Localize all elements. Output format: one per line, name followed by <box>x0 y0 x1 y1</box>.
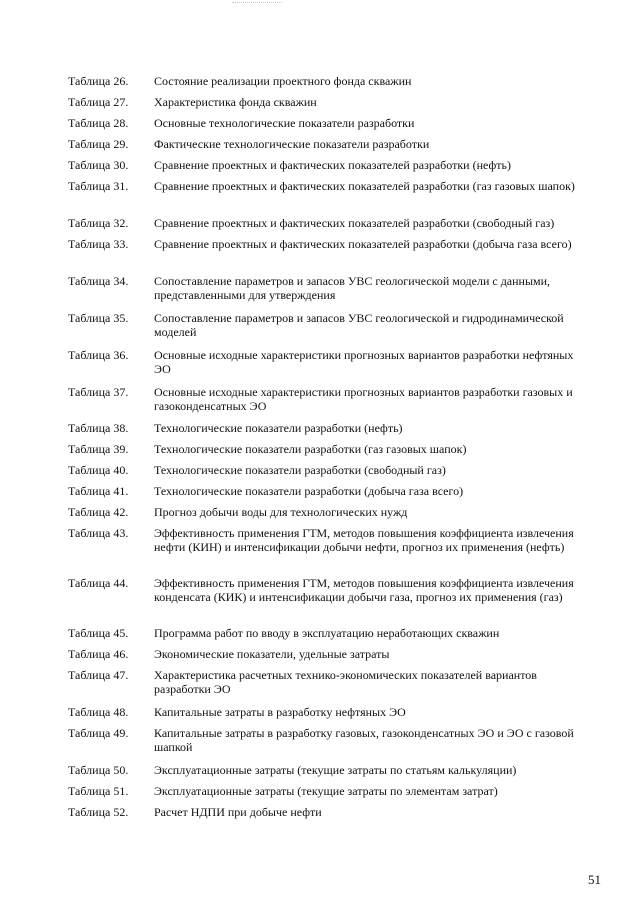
table-title: Эффективность применения ГТМ, методов повышения коэффициента извлечения конденсата (КИК) и интенсификации добычи газа, прогноз их применения (газ) <box>154 576 574 604</box>
table-title: Капитальные затраты в разработку нефтяных ЭО <box>154 705 406 719</box>
table-title: Капитальные затраты в разработку газовых, газоконденсатных ЭО и ЭО с газовой шапкой <box>154 726 574 754</box>
table-number: Таблица 47. <box>68 668 129 682</box>
table-title: Основные технологические показатели разработки <box>154 116 415 130</box>
table-title: Состояние реализации проектного фонда скважин <box>154 74 412 88</box>
table-title: Сравнение проектных и фактических показателей разработки (свободный газ) <box>154 216 555 230</box>
table-number: Таблица 35. <box>68 311 129 325</box>
table-title: Технологические показатели разработки (нефть) <box>154 421 403 435</box>
table-number: Таблица 30. <box>68 158 129 172</box>
table-number: Таблица 26. <box>68 74 129 88</box>
table-number: Таблица 46. <box>68 647 129 661</box>
table-number: Таблица 27. <box>68 95 129 109</box>
table-number: Таблица 43. <box>68 526 129 540</box>
table-title: Эксплуатационные затраты (текущие затраты по элементам затрат) <box>154 784 498 798</box>
table-title: Сопоставление параметров и запасов УВС геологической модели с данными, представленными для утверждения <box>154 274 551 302</box>
table-number: Таблица 32. <box>68 216 129 230</box>
table-number: Таблица 50. <box>68 763 129 777</box>
table-title: Сопоставление параметров и запасов УВС геологической и гидродинамической моделей <box>154 311 564 339</box>
table-title: Основные исходные характеристики прогнозных вариантов разработки газовых и газоконденсатных ЭО <box>154 385 573 413</box>
table-title: Сравнение проектных и фактических показателей разработки (газ газовых шапок) <box>154 179 575 193</box>
table-number: Таблица 34. <box>68 274 129 288</box>
table-title: Программа работ по вводу в эксплуатацию неработающих скважин <box>154 626 500 640</box>
table-title: Экономические показатели, удельные затраты <box>154 647 390 661</box>
table-title: Характеристика расчетных технико-экономических показателей вариантов разработки ЭО <box>154 668 537 696</box>
page-number: 51 <box>588 872 601 887</box>
table-title: Технологические показатели разработки (добыча газа всего) <box>154 484 464 498</box>
table-number: Таблица 48. <box>68 705 129 719</box>
table-title: Эксплуатационные затраты (текущие затраты по статьям калькуляции) <box>154 763 517 777</box>
table-title: Основные исходные характеристики прогнозных вариантов разработки нефтяных ЭО <box>154 348 574 376</box>
table-title: Прогноз добычи воды для технологических нужд <box>154 505 408 519</box>
table-title: Характеристика фонда скважин <box>154 95 317 109</box>
table-number: Таблица 42. <box>68 505 129 519</box>
table-number: Таблица 31. <box>68 179 129 193</box>
table-title: Фактические технологические показатели разработки <box>154 137 430 151</box>
table-number: Таблица 40. <box>68 463 129 477</box>
table-title: Сравнение проектных и фактических показателей разработки (нефть) <box>154 158 511 172</box>
table-title: Эффективность применения ГТМ, методов повышения коэффициента извлечения нефти (КИН) и интенсификации добычи нефти, прогноз их применения (нефть) <box>154 526 574 554</box>
table-number: Таблица 28. <box>68 116 129 130</box>
table-number: Таблица 29. <box>68 137 129 151</box>
table-number: Таблица 51. <box>68 784 129 798</box>
table-title: Сравнение проектных и фактических показателей разработки (добыча газа всего) <box>154 237 572 251</box>
table-number: Таблица 33. <box>68 237 129 251</box>
table-number: Таблица 49. <box>68 726 129 740</box>
table-number: Таблица 44. <box>68 576 129 590</box>
table-number: Таблица 41. <box>68 484 129 498</box>
table-number: Таблица 39. <box>68 442 129 456</box>
table-number: Таблица 36. <box>68 348 129 362</box>
table-number: Таблица 37. <box>68 385 129 399</box>
table-title: Технологические показатели разработки (газ газовых шапок) <box>154 442 467 456</box>
table-title: Технологические показатели разработки (свободный газ) <box>154 463 446 477</box>
table-number: Таблица 45. <box>68 626 129 640</box>
table-number: Таблица 38. <box>68 421 129 435</box>
table-number: Таблица 52. <box>68 805 129 819</box>
table-title: Расчет НДПИ при добыче нефти <box>154 805 322 819</box>
